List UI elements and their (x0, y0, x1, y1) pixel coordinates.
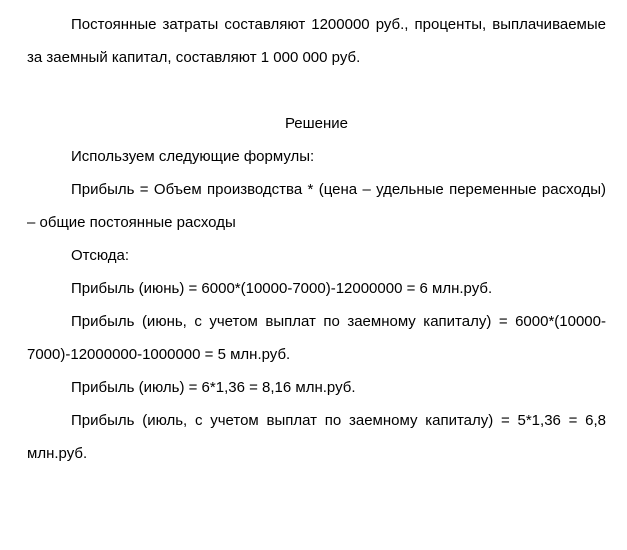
document-page (0, 8, 627, 550)
paragraph-profit-formula: Прибыль = Объем производства * (цена – удельные переменные расходы) – общие постоянные расходы (27, 181, 606, 231)
paragraph-hence: Отсюда: (71, 247, 130, 264)
heading-solution: Решение (284, 115, 349, 132)
paragraph-fixed-costs: Постоянные затраты составляют 1200000 руб., проценты, выплачиваемые за заемный капитал, составляют 1 000 000 руб. (27, 16, 606, 66)
blank-line (27, 74, 606, 107)
paragraph-profit-july: Прибыль (июль) = 6*1,36 = 8,16 млн.руб. (71, 379, 356, 396)
paragraph-formulas-intro: Используем следующие формулы: (71, 148, 315, 165)
paragraph-profit-july-loan: Прибыль (июль, с учетом выплат по заемному капиталу) = 5*1,36 = 6,8 млн.руб. (27, 412, 606, 462)
paragraph-profit-june: Прибыль (июнь) = 6000*(10000-7000)-12000000 = 6 млн.руб. (71, 280, 493, 297)
paragraph-profit-june-loan: Прибыль (июнь, с учетом выплат по заемному капиталу) = 6000*(10000-7000)-12000000-1000000 = 5 млн.руб. (27, 313, 606, 363)
